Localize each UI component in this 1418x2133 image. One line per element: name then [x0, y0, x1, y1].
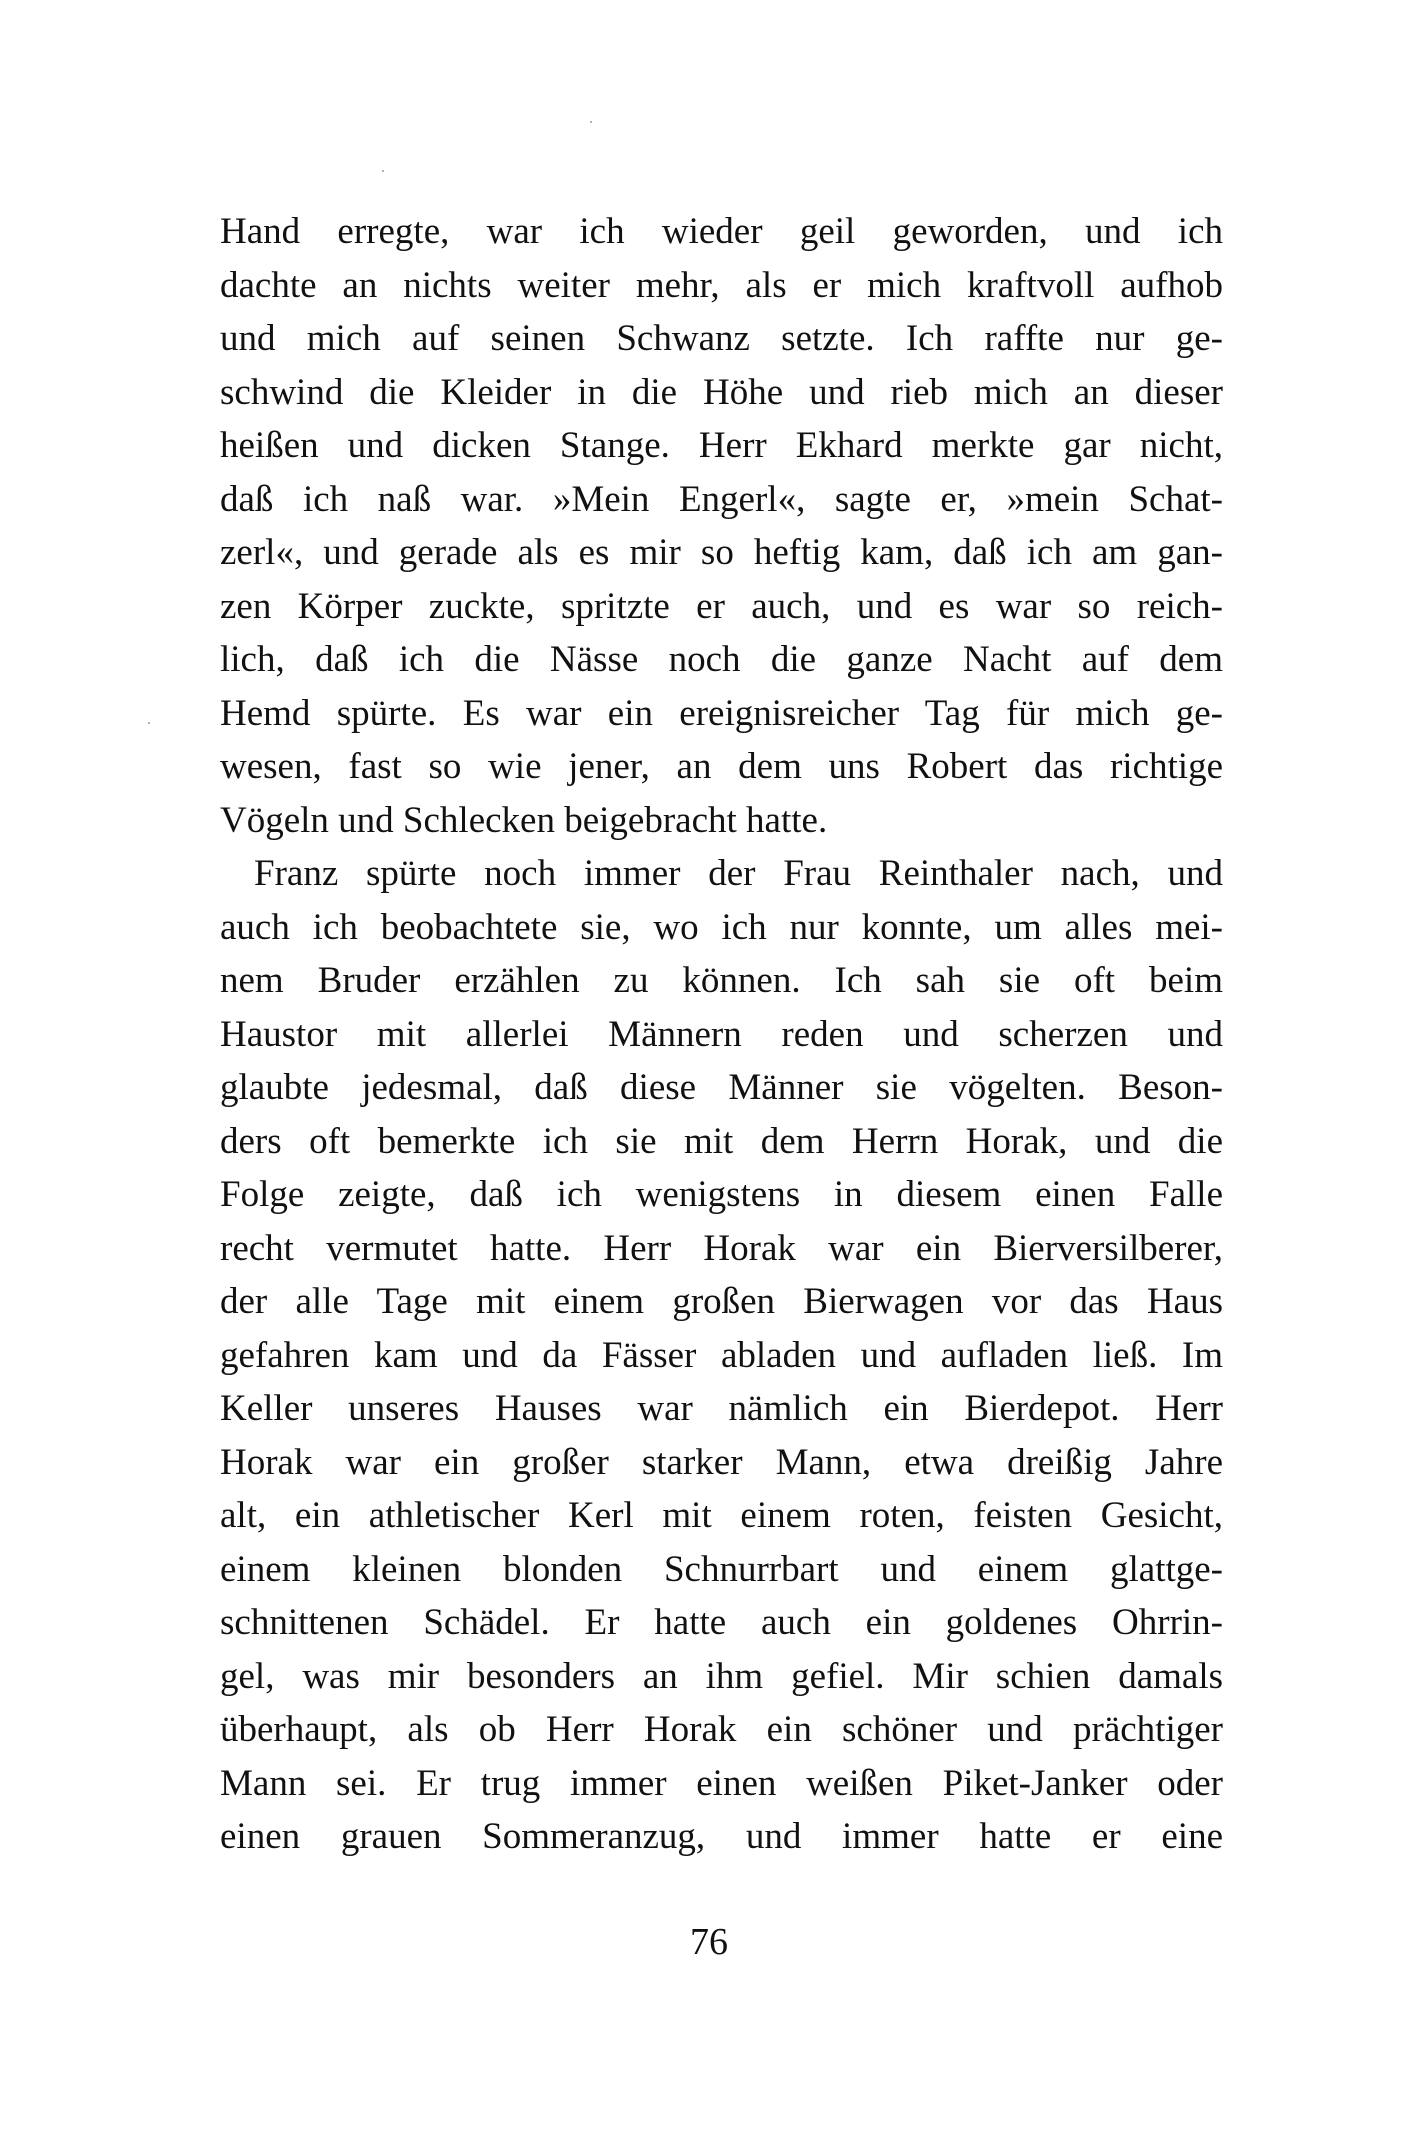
text-line: Hemd spürte. Es war ein ereignisreicher Tag für mich ge-	[220, 692, 1223, 734]
text-line: Vögeln und Schlecken beigebracht hatte.	[220, 799, 828, 841]
text-line: gefahren kam und da Fässer abladen und aufladen ließ. Im	[220, 1334, 1223, 1376]
text-line: schwind die Kleider in die Höhe und rieb mich an dieser	[220, 371, 1223, 413]
text-line: einen grauen Sommeranzug, und immer hatte er eine	[220, 1816, 1223, 1857]
text-line: nem Bruder erzählen zu können. Ich sah sie oft beim	[220, 960, 1223, 1001]
text-line: heißen und dicken Stange. Herr Ekhard merkte gar nicht,	[220, 425, 1223, 466]
paragraph-start-line: Franz spürte noch immer der Frau Reinthaler nach, und	[254, 853, 1223, 894]
body-text	[220, 205, 1223, 1864]
text-line: einem kleinen blonden Schnurrbart und einem glattge-	[220, 1548, 1223, 1590]
text-line: der alle Tage mit einem großen Bierwagen vor das Haus	[220, 1281, 1223, 1322]
scan-speck	[382, 170, 384, 172]
text-line: daß ich naß war. »Mein Engerl«, sagte er, »mein Schat-	[220, 478, 1223, 520]
text-line: wesen, fast so wie jener, an dem uns Robert das richtige	[220, 746, 1223, 787]
text-line: zen Körper zuckte, spritzte er auch, und es war so reich-	[220, 585, 1223, 627]
text-line: schnittenen Schädel. Er hatte auch ein goldenes Ohrrin-	[220, 1602, 1223, 1643]
text-line: auch ich beobachtete sie, wo ich nur konnte, um alles mei-	[220, 906, 1223, 948]
text-line: gel, was mir besonders an ihm gefiel. Mir schien damals	[220, 1655, 1223, 1697]
text-line: recht vermutet hatte. Herr Horak war ein Bierversilberer,	[220, 1227, 1223, 1269]
text-line: und mich auf seinen Schwanz setzte. Ich raffte nur ge-	[220, 318, 1223, 359]
text-line: Keller unseres Hauses war nämlich ein Bierdepot. Herr	[220, 1388, 1223, 1429]
text-line: glaubte jedesmal, daß diese Männer sie vögelten. Beson-	[220, 1067, 1223, 1108]
text-line: überhaupt, als ob Herr Horak ein schöner und prächtiger	[220, 1709, 1223, 1750]
text-line: dachte an nichts weiter mehr, als er mich kraftvoll aufhob	[220, 264, 1223, 306]
scan-speck	[148, 722, 150, 724]
page-number: 76	[690, 1921, 728, 1963]
text-line: Hand erregte, war ich wieder geil geworden, und ich	[220, 211, 1223, 252]
text-line: Horak war ein großer starker Mann, etwa dreißig Jahre	[220, 1441, 1223, 1483]
text-line: ders oft bemerkte ich sie mit dem Herrn Horak, und die	[220, 1120, 1223, 1162]
text-line: Haustor mit allerlei Männern reden und scherzen und	[220, 1013, 1223, 1055]
text-line: Folge zeigte, daß ich wenigstens in diesem einen Falle	[220, 1174, 1223, 1215]
text-line: alt, ein athletischer Kerl mit einem roten, feisten Gesicht,	[220, 1495, 1223, 1536]
text-line: zerl«, und gerade als es mir so heftig kam, daß ich am gan-	[220, 532, 1223, 573]
text-line: lich, daß ich die Nässe noch die ganze Nacht auf dem	[220, 639, 1223, 680]
scan-speck	[590, 121, 592, 123]
text-line: Mann sei. Er trug immer einen weißen Piket-Janker oder	[220, 1762, 1223, 1804]
